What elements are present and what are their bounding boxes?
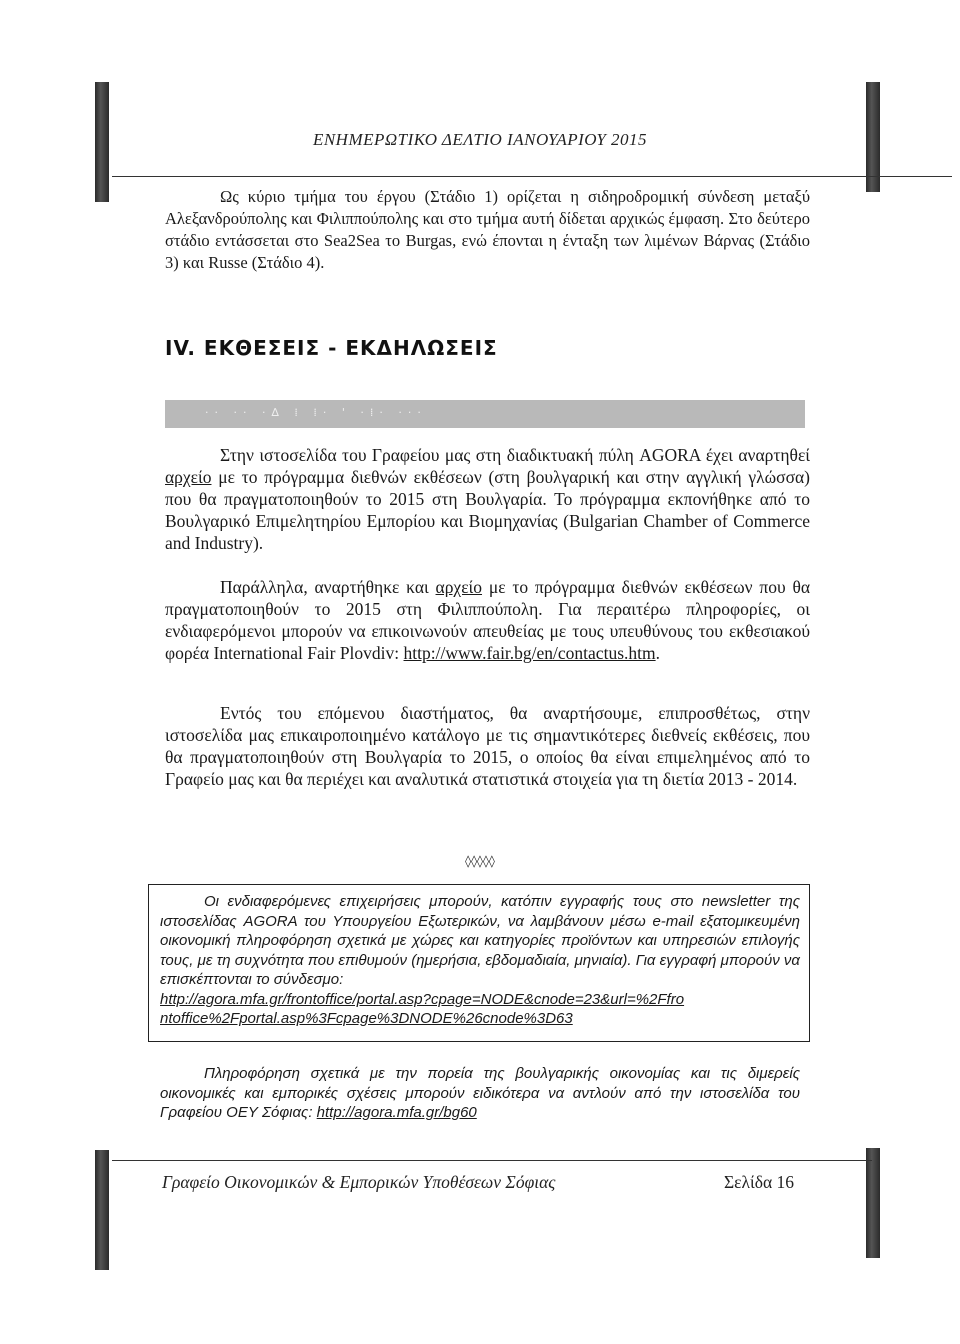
paragraph-agora-text-cont: με το πρόγραμμα διεθνών εκθέσεων (στη βουλγαρική και στην αγγλική γλώσσα) που θα πραγματοποιηθούν το 2015 στη Βουλγαρία. Το πρόγραμμα εκπονήθηκε από το Βουλγαρικό Επιμελητηρίου Εμπορίου και Βιομηχανίας (Bulgarian Chamber of Commerce and Industry). bbox=[165, 467, 810, 553]
section-heading: IV. ΕΚΘΕΣΕΙΣ - ΕΚΔΗΛΩΣΕΙΣ bbox=[165, 336, 498, 360]
file-link[interactable]: αρχείο bbox=[165, 467, 212, 487]
file-link[interactable]: αρχείο bbox=[435, 577, 483, 597]
newsletter-info-body: Οι ενδιαφερόμενες επιχειρήσεις μπορούν, κατόπιν εγγραφής τους στο newsletter της ιστοσελίδας AGORA του Υπουργείου Εξωτερικών, να λαμβάνουν μέσω e-mail εξατομικευμένη οικονομική πληροφόρηση σχετικά με χώρες και κατηγορίες προϊόντων και υπηρεσιών επιλογής τους, με τη συχνότητα που επιθυμούν (ημερήσια, εβδομαδιαία, μηνιαία). Για εγγραφή μπορούν να επισκέπτονται το σύνδεσμο: bbox=[160, 893, 800, 988]
fair-contact-link[interactable]: http://www.fair.bg/en/contactus.htm bbox=[403, 643, 656, 663]
scan-artifact-bar bbox=[95, 1150, 109, 1270]
page-number: Σελίδα 16 bbox=[724, 1172, 795, 1192]
scan-artifact-bar bbox=[866, 1148, 880, 1258]
intro-paragraph bbox=[165, 186, 810, 274]
paragraph-plovdiv bbox=[165, 576, 810, 664]
sofia-office-link[interactable]: http://agora.mfa.gr/bg60 bbox=[316, 1104, 477, 1121]
agora-link-line2[interactable]: ntoffice%2Fportal.asp%3Fcpage%3DNODE%26cnode%3D63 bbox=[160, 1010, 573, 1027]
footer-office-name: Γραφείο Οικονομικών & Εμπορικών Υποθέσεων Σόφιας bbox=[162, 1172, 556, 1192]
sofia-office-note-text: Πληροφόρηση σχετικά με την πορεία της βουλγαρικής οικονομίας και τις διμερείς οικονομικές και εμπορικές σχέσεις μπορούν ειδικότερα να αντλούν από την ιστοσελίδα του Γραφείου ΟΕΥ Σόφιας: bbox=[160, 1065, 800, 1121]
section-separator: ◊◊◊◊◊ bbox=[465, 854, 495, 868]
header-divider bbox=[112, 176, 952, 177]
paragraph-plovdiv-end: . bbox=[655, 643, 660, 663]
paragraph-agora bbox=[165, 444, 810, 554]
paragraph-plovdiv-text: Παράλληλα, αναρτήθηκε και bbox=[220, 577, 436, 597]
banner-noise: ·· ·· ·∆ ⁞ ⁞· ' ·⁞· ··· bbox=[205, 406, 427, 419]
paragraph-agora-text: Στην ιστοσελίδα του Γραφείου μας στη διαδικτυακή πύλη AGORA έχει αναρτηθεί bbox=[220, 445, 810, 465]
paragraph-catalog-text: Εντός του επόμενου διαστήματος, θα αναρτήσουμε, επιπροσθέτως, στην ιστοσελίδα μας επικαιροποιημένο κατάλογο με τις σημαντικότερες διεθνείς εκθέσεις, που θα πραγματοποιηθούν στη Βουλγαρία το 2015, ο οποίος θα είναι επιμελημένος από το Γραφείο μας και θα περιέχει και αναλυτικά στατιστικά στοιχεία για τη διετία 2013 - 2014. bbox=[165, 703, 810, 789]
sofia-office-note bbox=[160, 1064, 800, 1123]
newsletter-title: ΕΝΗΜΕΡΩΤΙΚΟ ΔΕΛΤΙΟ ΙΑΝΟΥΑΡΙΟΥ 2015 bbox=[312, 130, 648, 149]
paragraph-catalog bbox=[165, 702, 810, 790]
footer-divider bbox=[112, 1160, 872, 1161]
agora-newsletter-link[interactable] bbox=[160, 991, 684, 1028]
agora-link-line1[interactable]: http://agora.mfa.gr/frontoffice/portal.asp?cpage=NODE&cnode=23&url=%2Ffro bbox=[160, 990, 685, 1008]
newsletter-info-text bbox=[160, 892, 800, 1029]
paragraph-plovdiv-text-cont: με το πρόγραμμα διεθνών εκθέσεων που θα πραγματοποιηθούν το 2015 στη Φιλιππούπολη. Για περαιτέρω πληροφορίες, οι ενδιαφερόμενοι μπορούν να επικοινωνούν απευθείας με τους υπευθύνους του εκθεσιακού φορέα International Fair Plovdiv: bbox=[165, 577, 810, 663]
gray-banner-strip bbox=[165, 400, 805, 428]
intro-text: Ως κύριο τμήμα του έργου (Στάδιο 1) ορίζεται η σιδηροδρομική σύνδεση μεταξύ Αλεξανδρούπολης και Φιλιππούπολης και στο τμήμα αυτή δίδεται αρχικώς έμφαση. Στο δεύτερο στάδιο εντάσσεται στο Sea2Sea το Burgas, ενώ έπονται η ένταξη των λιμένων Βάρνας (Στάδιο 3) και Russe (Στάδιο 4). bbox=[165, 187, 810, 272]
